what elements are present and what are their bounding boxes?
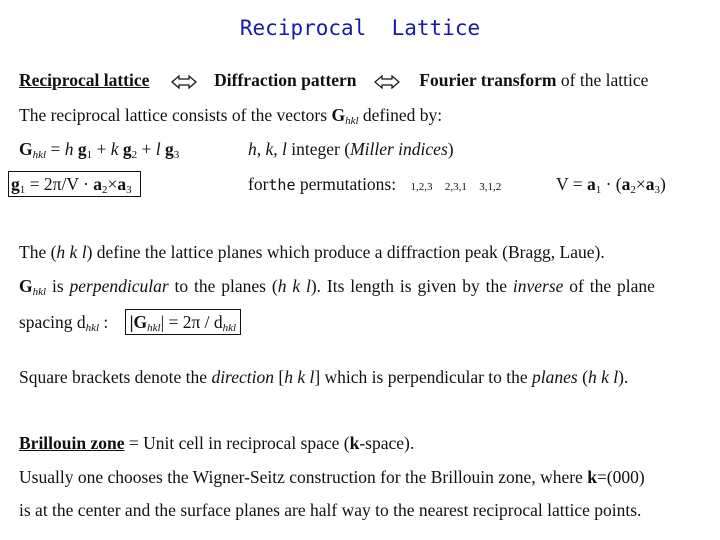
reciprocal-lattice-label: Reciprocal lattice bbox=[19, 70, 150, 90]
h-var: h bbox=[64, 139, 74, 159]
g-vector-equation bbox=[19, 139, 179, 162]
perm-2: 2,3,1 bbox=[444, 181, 467, 193]
text: ] which is perpendicular to the bbox=[314, 367, 533, 387]
abs-g: |G bbox=[129, 312, 148, 332]
miller-indices-note bbox=[248, 139, 454, 160]
header-line bbox=[19, 70, 648, 91]
g-symbol: G bbox=[331, 105, 346, 125]
text: -space). bbox=[359, 433, 415, 453]
a-sym: a bbox=[645, 174, 655, 194]
colon: : bbox=[99, 312, 109, 332]
planes-line-2 bbox=[19, 276, 655, 299]
for-text: for bbox=[248, 174, 269, 194]
hkl-italic: h k l bbox=[56, 242, 87, 262]
text: is bbox=[46, 276, 70, 296]
g2: g bbox=[118, 139, 132, 159]
sub-1: 1 bbox=[19, 184, 26, 196]
direction-italic: direction bbox=[211, 367, 274, 387]
spacing-text: spacing d bbox=[19, 312, 86, 332]
perm-1: 1,2,3 bbox=[410, 181, 433, 193]
text: The ( bbox=[19, 242, 57, 262]
k-bold: k bbox=[349, 433, 360, 453]
sub-2: 2 bbox=[101, 184, 108, 196]
v-eq: V = bbox=[556, 174, 587, 194]
g3: g bbox=[160, 139, 174, 159]
hkl-italic: h k l bbox=[277, 276, 311, 296]
eq: = bbox=[46, 139, 65, 159]
g-length-boxed-formula bbox=[125, 309, 241, 335]
close-paren: ) bbox=[659, 174, 666, 194]
defines-line bbox=[19, 105, 442, 128]
plus: + bbox=[92, 139, 111, 159]
text: ) define the lattice planes which produce a diffraction peak (Bragg, Laue). bbox=[86, 242, 605, 262]
g-symbol: G bbox=[19, 276, 33, 296]
miller-indices: Miller indices bbox=[350, 139, 448, 159]
text: ). Its length is given by the bbox=[310, 276, 513, 296]
a-sym: a bbox=[621, 174, 631, 194]
text: [ bbox=[273, 367, 285, 387]
fourier-transform-label: Fourier transform bbox=[419, 70, 557, 90]
volume-formula bbox=[556, 174, 666, 197]
text: = Unit cell in reciprocal space ( bbox=[124, 433, 350, 453]
two-pi-over-v: = 2π/V · bbox=[25, 174, 94, 194]
close-paren: ) bbox=[447, 139, 454, 159]
planes-italic: planes bbox=[532, 367, 578, 387]
perm-text: permutations: bbox=[295, 174, 397, 194]
hkl-italic: h k l bbox=[284, 367, 315, 387]
l-var: l bbox=[155, 139, 161, 159]
text: of the plane bbox=[563, 276, 655, 296]
hkl-sub: hkl bbox=[85, 322, 100, 334]
cross: × bbox=[635, 174, 646, 194]
hkl-sub: hkl bbox=[32, 149, 47, 161]
cross: × bbox=[107, 174, 118, 194]
g1-boxed-formula bbox=[8, 171, 141, 197]
defines-tail: defined by: bbox=[358, 105, 443, 125]
perpendicular-italic: perpendicular bbox=[69, 276, 169, 296]
text: is at the center and the surface planes are half way to the nearest reciprocal lattice points. bbox=[19, 500, 642, 520]
planes-line-3 bbox=[19, 312, 241, 335]
brillouin-zone-label: Brillouin zone bbox=[19, 433, 125, 453]
plus: + bbox=[137, 139, 156, 159]
defines-text: The reciprocal lattice consists of the vectors bbox=[19, 105, 332, 125]
integer-text: integer ( bbox=[286, 139, 351, 159]
sub-3: 3 bbox=[654, 184, 660, 196]
dot: · ( bbox=[601, 174, 622, 194]
double-arrow-icon bbox=[170, 75, 198, 89]
square-brackets-line bbox=[19, 367, 628, 388]
a-sym: a bbox=[586, 174, 596, 194]
a-sym: a bbox=[93, 174, 102, 194]
hkl-sub: hkl bbox=[345, 115, 359, 127]
sub-1: 1 bbox=[595, 184, 602, 196]
g-sym: g bbox=[11, 174, 20, 194]
text: =(000) bbox=[596, 467, 645, 487]
g1-equation bbox=[8, 174, 141, 197]
text: ( bbox=[577, 367, 588, 387]
text: Usually one chooses the Wigner-Seitz construction for the Brillouin zone, where bbox=[19, 467, 588, 487]
the-text: the bbox=[268, 176, 296, 194]
sub-3: 3 bbox=[173, 149, 180, 161]
permutations-note bbox=[248, 174, 501, 195]
hkl-vars: h, k, l bbox=[248, 139, 287, 159]
k-bold: k bbox=[587, 467, 597, 487]
sub-3: 3 bbox=[126, 184, 132, 196]
hkl-sub: hkl bbox=[32, 286, 47, 298]
hkl-sub: hkl bbox=[222, 322, 237, 334]
brillouin-line-2 bbox=[19, 467, 645, 488]
hkl-italic: h k l bbox=[587, 367, 619, 387]
diffraction-pattern-label: Diffraction pattern bbox=[214, 70, 357, 90]
two-pi-over-d: | = 2π / d bbox=[160, 312, 223, 332]
hkl-sub: hkl bbox=[147, 322, 161, 334]
slide-title: Reciprocal Lattice bbox=[239, 16, 481, 40]
text: ). bbox=[618, 367, 629, 387]
double-arrow-icon bbox=[373, 75, 401, 89]
text: Square brackets denote the bbox=[19, 367, 212, 387]
of-the-lattice: of the lattice bbox=[556, 70, 649, 90]
planes-line-1 bbox=[19, 242, 605, 263]
sub-2: 2 bbox=[630, 184, 636, 196]
text: to the planes ( bbox=[168, 276, 278, 296]
k-var: k bbox=[110, 139, 119, 159]
a-sym: a bbox=[117, 174, 127, 194]
sub-2: 2 bbox=[131, 149, 138, 161]
inverse-italic: inverse bbox=[512, 276, 564, 296]
sub-1: 1 bbox=[86, 149, 93, 161]
brillouin-line-3 bbox=[19, 500, 641, 521]
perm-3: 3,1,2 bbox=[479, 181, 502, 193]
g1: g bbox=[73, 139, 87, 159]
g-symbol: G bbox=[19, 139, 33, 159]
brillouin-zone-line bbox=[19, 433, 414, 454]
